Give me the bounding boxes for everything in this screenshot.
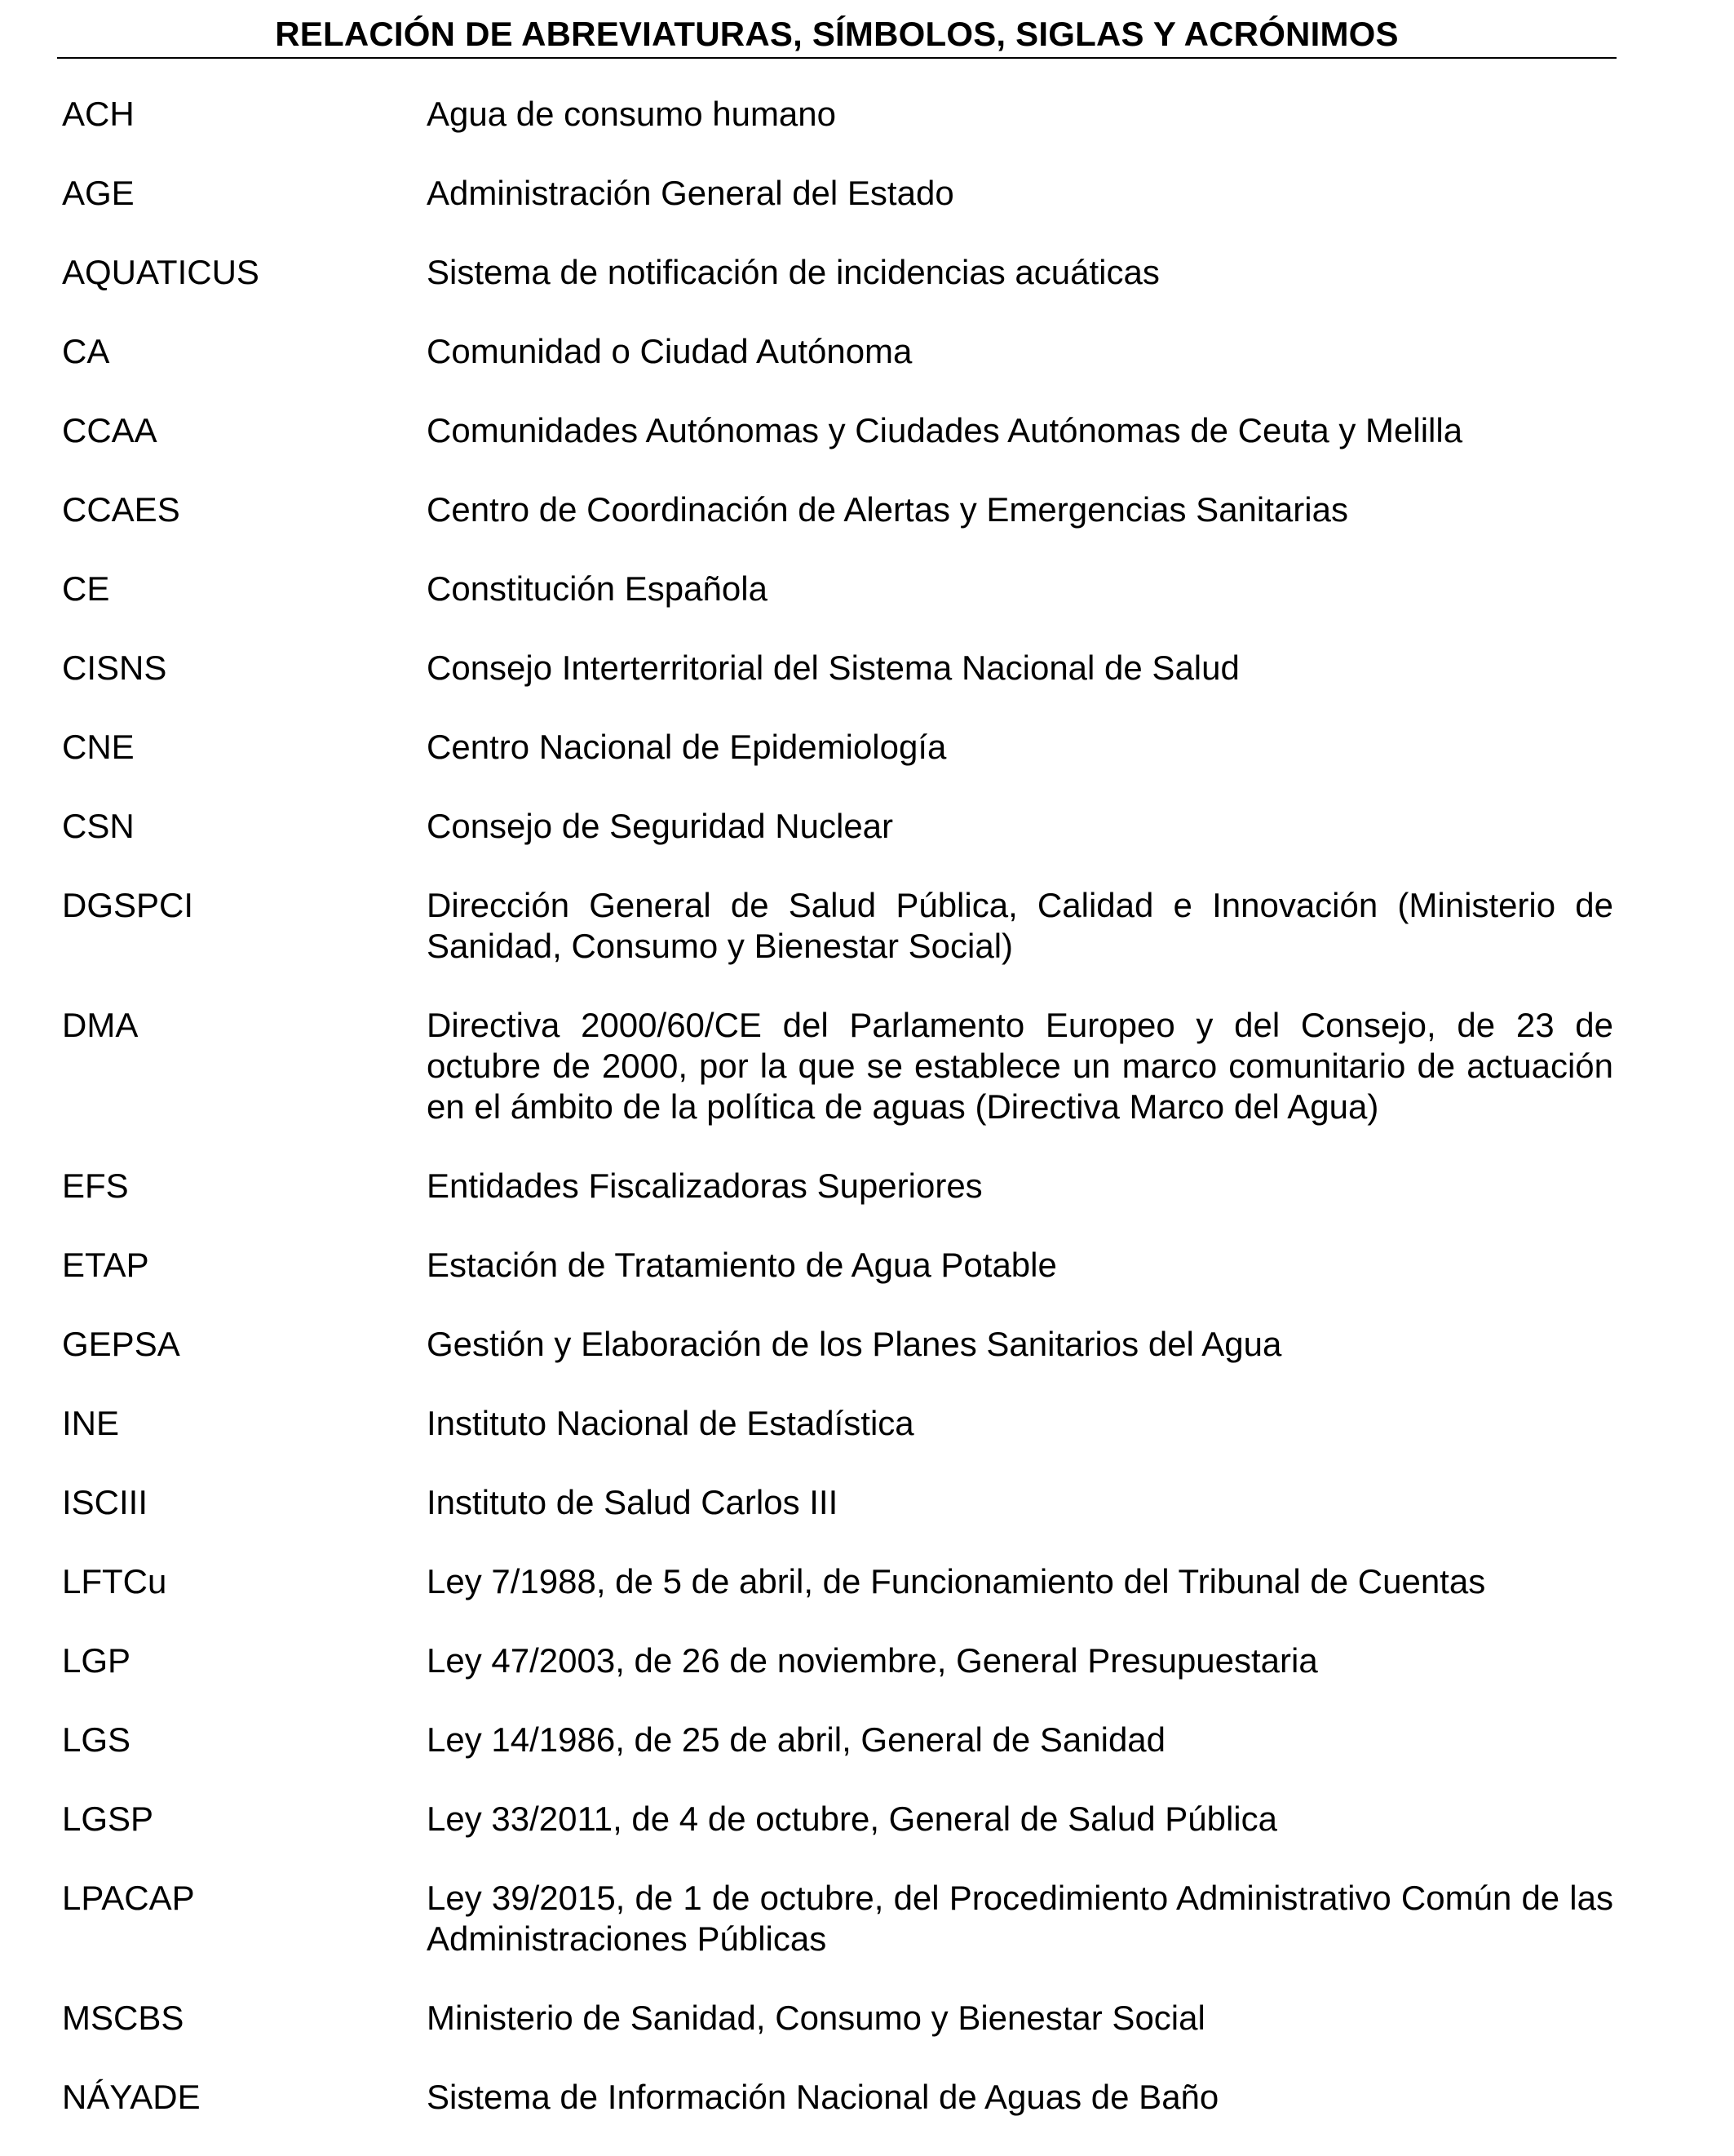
title-underline (57, 57, 1617, 59)
abbreviation-list (62, 94, 1612, 2156)
abbreviation: INE (62, 1404, 120, 1442)
abbreviation: LPACAP (62, 1879, 195, 1917)
list-item (62, 1005, 1612, 1127)
definition: Ley 39/2015, de 1 de octubre, del Procedimiento Administrativo Común de las Administraciones Públicas (427, 1879, 1613, 1958)
abbreviation: CSN (62, 807, 135, 845)
abbreviation: MSCBS (62, 1999, 184, 2037)
abbreviation: CE (62, 569, 110, 608)
list-item (62, 727, 1612, 768)
definition: Comunidad o Ciudad Autónoma (427, 332, 913, 370)
definition: Ley 7/1988, de 5 de abril, de Funcionamiento del Tribunal de Cuentas (427, 1562, 1486, 1600)
abbreviation: LGS (62, 1720, 131, 1759)
abbreviation: CA (62, 332, 110, 370)
abbreviation: DMA (62, 1006, 139, 1044)
list-item (62, 489, 1612, 530)
list-item (62, 1403, 1612, 1444)
definition: Sistema de Información Nacional de Aguas de Baño (427, 2078, 1219, 2116)
abbreviation: LFTCu (62, 1562, 167, 1600)
abbreviation: LGSP (62, 1800, 154, 1838)
abbreviation: CCAA (62, 411, 157, 449)
list-item (62, 806, 1612, 847)
definition: Estación de Tratamiento de Agua Potable (427, 1246, 1057, 1284)
abbreviation: ISCIII (62, 1483, 148, 1521)
definition: Consejo Interterritorial del Sistema Nacional de Salud (427, 649, 1240, 687)
list-item (62, 1324, 1612, 1365)
definition: Dirección General de Salud Pública, Calidad e Innovación (Ministerio de Sanidad, Consumo y Bienestar Social) (427, 886, 1613, 965)
definition: Comunidades Autónomas y Ciudades Autónomas de Ceuta y Melilla (427, 411, 1463, 449)
abbreviation: ETAP (62, 1246, 149, 1284)
definition: Directiva 2000/60/CE del Parlamento Europeo y del Consejo, de 23 de octubre de 2000, por la que se establece un marco comunitario de actuación en el ámbito de la política de aguas (Directiva Marco del Agua) (427, 1006, 1613, 1126)
abbreviation: CISNS (62, 649, 167, 687)
list-item (62, 1482, 1612, 1523)
list-item (62, 1561, 1612, 1602)
list-item (62, 1166, 1612, 1206)
list-item (62, 1799, 1612, 1839)
list-item (62, 648, 1612, 688)
abbreviation: CCAES (62, 490, 180, 529)
definition: Sistema de notificación de incidencias acuáticas (427, 253, 1160, 291)
definition: Ley 14/1986, de 25 de abril, General de Sanidad (427, 1720, 1166, 1759)
definition: Consejo de Seguridad Nuclear (427, 807, 894, 845)
list-item (62, 173, 1612, 214)
definition: Centro de Coordinación de Alertas y Emergencias Sanitarias (427, 490, 1348, 529)
abbreviation: DGSPCI (62, 886, 194, 924)
definition: Agua de consumo humano (427, 95, 837, 133)
list-item (62, 331, 1612, 372)
list-item (62, 1245, 1612, 1286)
abbreviation: AGE (62, 174, 135, 212)
list-item (62, 1998, 1612, 2039)
abbreviation: AQUATICUS (62, 253, 259, 291)
list-item (62, 1878, 1612, 1959)
abbreviation: GEPSA (62, 1325, 180, 1363)
list-item (62, 410, 1612, 451)
page-title: RELACIÓN DE ABREVIATURAS, SÍMBOLOS, SIGLAS Y ACRÓNIMOS (275, 15, 1399, 53)
list-item (62, 1640, 1612, 1681)
abbreviation: CNE (62, 728, 135, 766)
definition: Instituto de Salud Carlos III (427, 1483, 838, 1521)
definition: Instituto Nacional de Estadística (427, 1404, 914, 1442)
definition: Ley 47/2003, de 26 de noviembre, General Presupuestaria (427, 1641, 1318, 1680)
definition: Centro Nacional de Epidemiología (427, 728, 947, 766)
abbreviation: EFS (62, 1167, 129, 1205)
abbreviation: NÁYADE (62, 2078, 201, 2116)
definition: Gestión y Elaboración de los Planes Sanitarios del Agua (427, 1325, 1282, 1363)
abbreviation: LGP (62, 1641, 131, 1680)
list-item (62, 2077, 1612, 2118)
abbreviation: ACH (62, 95, 135, 133)
definition: Ministerio de Sanidad, Consumo y Bienestar Social (427, 1999, 1205, 2037)
list-item (62, 252, 1612, 293)
list-item (62, 94, 1612, 135)
definition: Ley 33/2011, de 4 de octubre, General de Salud Pública (427, 1800, 1277, 1838)
list-item (62, 885, 1612, 967)
definition: Administración General del Estado (427, 174, 954, 212)
definition: Constitución Española (427, 569, 767, 608)
list-item (62, 1720, 1612, 1760)
list-item (62, 569, 1612, 609)
definition: Entidades Fiscalizadoras Superiores (427, 1167, 983, 1205)
